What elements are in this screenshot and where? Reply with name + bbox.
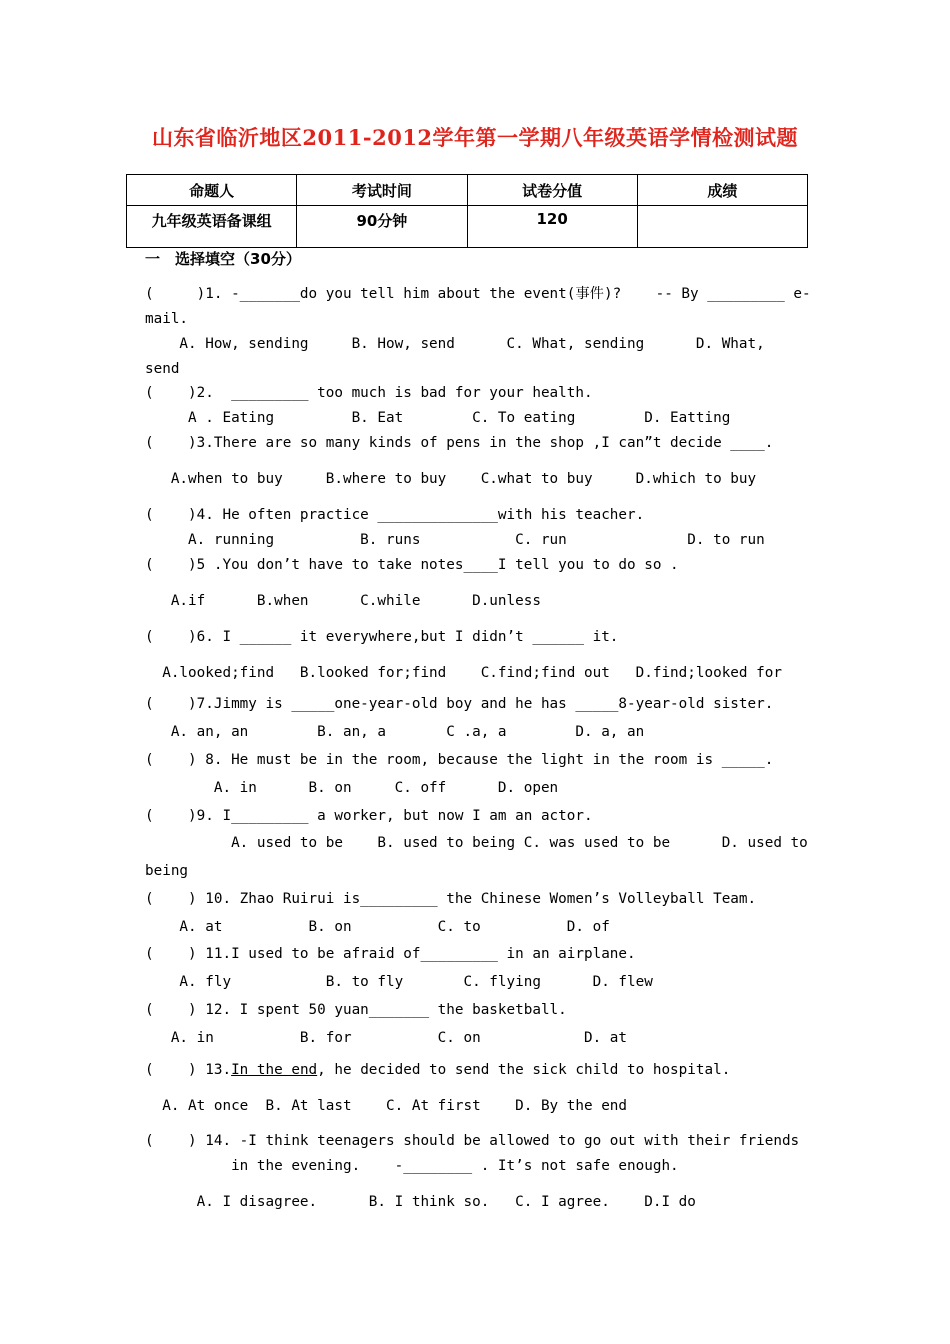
header-cell-grade: 成绩	[637, 175, 807, 206]
question-3: ( )3.There are so many kinds of pens in the shop ,I can”t decide ____.	[145, 435, 774, 451]
value-cell-author: 九年级英语备课组	[127, 206, 297, 248]
header-cell-author: 命题人	[127, 175, 297, 206]
question-1-options: A. How, sending B. How, send C. What, sending D. What,	[145, 336, 765, 352]
question-5: ( )5 .You don’t have to take notes____I tell you to do so .	[145, 557, 679, 573]
question-14-line-1: ( ) 14. -I think teenagers should be allowed to go out with their friends	[145, 1133, 800, 1149]
question-8-options: A. in B. on C. off D. open	[145, 780, 559, 796]
info-table-header-row	[127, 175, 808, 206]
question-5-options: A.if B.when C.while D.unless	[145, 593, 541, 609]
question-4-options: A. running B. runs C. run D. to run	[145, 532, 765, 548]
question-1-line-2: mail.	[145, 311, 189, 327]
question-1-line-1: ( )1. -_______do you tell him about the event(事件)? -- By _________ e-	[145, 286, 811, 302]
info-table-value-row	[127, 206, 808, 248]
question-3-options: A.when to buy B.where to buy C.what to buy D.which to buy	[145, 471, 757, 487]
page-title: 山东省临沂地区2011-2012学年第一学期八年级英语学情检测试题	[151, 125, 799, 150]
question-14-options: A. I disagree. B. I think so. C. I agree. D.I do	[145, 1194, 696, 1210]
question-4: ( )4. He often practice ______________with his teacher.	[145, 507, 645, 523]
question-7-options: A. an, an B. an, a C .a, a D. a, an	[145, 724, 645, 740]
question-10-options: A. at B. on C. to D. of	[145, 919, 610, 935]
question-2-options: A . Eating B. Eat C. To eating D. Eatting	[145, 410, 731, 426]
value-cell-score: 120	[467, 206, 637, 248]
question-11-options: A. fly B. to fly C. flying D. flew	[145, 974, 653, 990]
question-9: ( )9. I_________ a worker, but now I am an actor.	[145, 808, 593, 824]
question-13-underlined-phrase: In the end	[231, 1062, 318, 1078]
question-13-number: ( ) 13.	[145, 1062, 232, 1078]
section-heading: 一 选择填空（30分）	[145, 250, 301, 268]
value-cell-time: 90分钟	[297, 206, 467, 248]
question-9-options-wrap: being	[145, 863, 189, 879]
question-13-options: A. At once B. At last C. At first D. By the end	[145, 1098, 628, 1114]
question-6-options: A.looked;find B.looked for;find C.find;find out D.find;looked for	[145, 665, 782, 681]
question-8: ( ) 8. He must be in the room, because the light in the room is _____.	[145, 752, 774, 768]
question-7: ( )7.Jimmy is _____one-year-old boy and he has _____8-year-old sister.	[145, 696, 774, 712]
question-2: ( )2. _________ too much is bad for your health.	[145, 385, 593, 401]
question-11: ( ) 11.I used to be afraid of_________ in an airplane.	[145, 946, 636, 962]
question-12-options: A. in B. for C. on D. at	[145, 1030, 628, 1046]
question-6: ( )6. I ______ it everywhere,but I didn’t ______ it.	[145, 629, 619, 645]
question-13	[145, 1061, 730, 1079]
question-1-options-wrap: send	[145, 361, 180, 377]
question-12: ( ) 12. I spent 50 yuan_______ the basketball.	[145, 1002, 567, 1018]
header-cell-time: 考试时间	[297, 175, 467, 206]
info-table	[126, 174, 808, 248]
header-cell-score: 试卷分值	[467, 175, 637, 206]
question-9-options: A. used to be B. used to being C. was used to be D. used to	[145, 835, 808, 851]
question-14-line-2: in the evening. -________ . It’s not safe enough.	[145, 1158, 679, 1174]
question-10: ( ) 10. Zhao Ruirui is_________ the Chinese Women’s Volleyball Team.	[145, 891, 757, 907]
value-cell-grade	[637, 206, 807, 248]
question-13-rest: , he decided to send the sick child to hospital.	[317, 1062, 731, 1078]
